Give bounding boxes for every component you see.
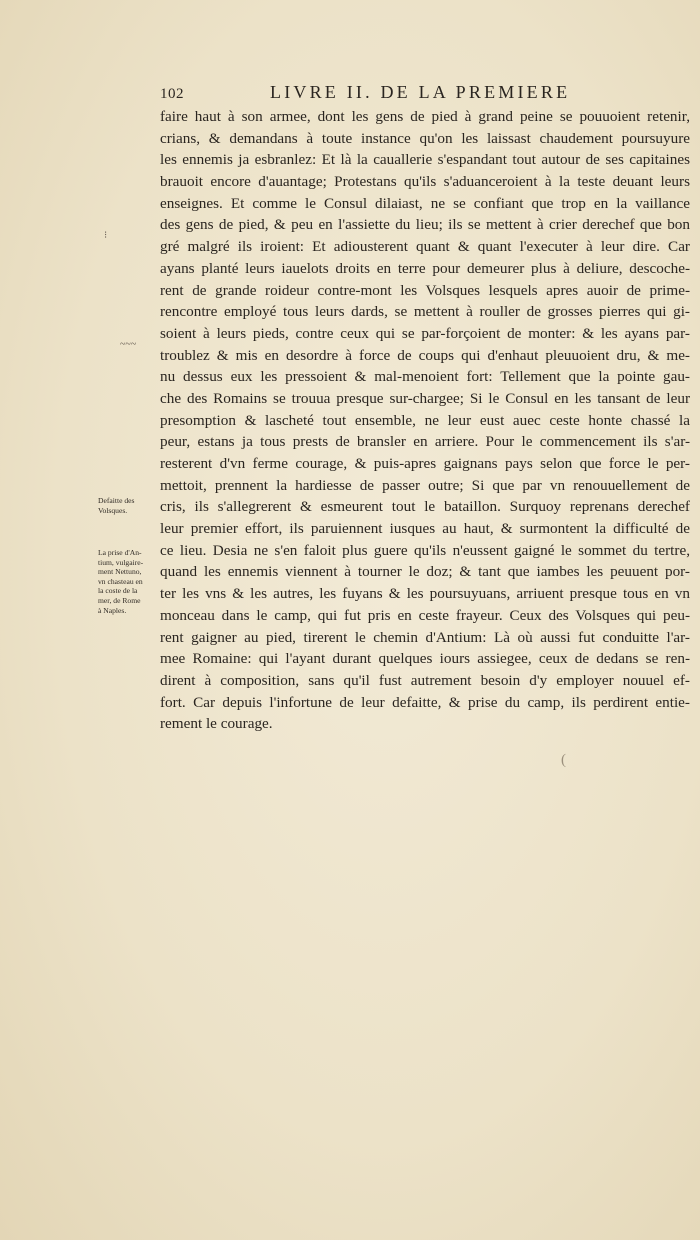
- text-line: cris, ils s'allegrerent & esmeurent tout le bataillon. Surquoy reprenans derechef: [160, 498, 690, 516]
- text-line: soient à leurs pieds, contre ceux qui se par-forçoient de monter: & les ayans par-: [160, 324, 690, 342]
- text-line: rent de grande roideur contre-mont les Volsques lesquels apres auoir de prime-: [160, 281, 690, 299]
- margin-note-line: vn chasteau en: [98, 576, 143, 586]
- text-line: rement le courage.: [160, 715, 273, 733]
- margin-note-line: la coste de la: [98, 586, 138, 596]
- margin-note-line: tium, vulgaire-: [98, 557, 144, 567]
- text-line: enseignes. Et comme le Consul dilaiast, ne se confiant que trop en la vaillance: [160, 194, 690, 212]
- text-line: che des Romains se trouua presque sur-chargee; Si le Consul en les tansant de leur: [160, 389, 690, 407]
- text-line: crians, & demandans à toute instance qu'on les laissast chaudement poursuyure: [160, 129, 690, 147]
- page-number: 102: [160, 86, 184, 102]
- margin-note-antium: [98, 548, 160, 615]
- text-line: quand les ennemis viennent à tourner le doz; & tant que iambes les peuuent por-: [160, 563, 690, 581]
- margin-note-line: à Naples.: [98, 605, 127, 615]
- text-line: brauoit encore d'auantage; Protestans qu'ils s'aduanceroient à la teste deuant leurs: [160, 173, 690, 191]
- margin-note-line: Volsques.: [98, 505, 128, 515]
- text-line: rencontre employé tous leurs dards, se mettent à rouller de grosses pierres qui gi-: [160, 303, 690, 321]
- text-line: ce lieu. Desia ne s'en faloit plus guere qu'ils n'eussent gaigné le sommet du tertre,: [160, 541, 690, 559]
- margin-note-line: mer, de Rome: [98, 595, 141, 605]
- text-line: des gens de pied, & peu en l'assiette du lieu; ils se mettent à crier derechef que bon: [160, 216, 690, 234]
- text-line: resterent d'vn ferme courage, & puis-apres gaignans pays selon que force le per-: [160, 455, 690, 472]
- text-line: les ennemis ja esbranlez: Et là la cauallerie s'espandant tout autour de ses capitaines: [160, 151, 690, 169]
- body-text: [160, 106, 690, 735]
- page-header: [160, 82, 690, 106]
- text-line: troublez & mis en desordre à force de coups qui d'enhaut pleuuoient dru, & me-: [160, 346, 690, 364]
- text-line: leur premier effort, ils paruiennent iusques au haut, & surmontent la difficulté de: [160, 520, 690, 538]
- text-line: nu dessus eux les pressoient & mal-menoient fort: Tellement que la pointe gau-: [160, 368, 690, 386]
- text-line: mettoit, prennent la hardiesse de passer outre; Si que par vn renouuellement de: [160, 476, 690, 494]
- margin-note-defaitte: [98, 496, 160, 515]
- text-line: ayans planté leurs iauelots droits en terre pour demeurer plus à deliure, descoche-: [160, 259, 690, 277]
- ink-mark: ⁝: [104, 230, 108, 241]
- text-line: dirent à composition, sans qu'il fust autrement besoin d'y employer nouuel ef-: [160, 671, 690, 689]
- text-line: monceau dans le camp, qui fut pris en ceste frayeur. Ceux des Volsques qui peu-: [160, 606, 690, 624]
- text-line: faire haut à son armee, dont les gens de pied à grand peine se pouuoient retenir,: [160, 108, 690, 125]
- text-line: fort. Car depuis l'infortune de leur defaitte, & prise du camp, ils perdirent entie-: [160, 693, 690, 711]
- ink-mark: ~~~: [120, 339, 137, 350]
- ink-mark: (: [561, 752, 566, 768]
- text-line: presomption & lascheté tout ensemble, ne leur eust auec ceste honte chassé la: [160, 411, 690, 429]
- text-line: ter les vns & les autres, les fuyans & les poursuyuans, arriuent presque tous en vn: [160, 585, 690, 603]
- running-head: LIVRE II. DE LA PREMIERE: [270, 82, 571, 102]
- margin-note-line: La prise d'An-: [98, 548, 142, 557]
- margin-note-line: ment Nettuno,: [98, 567, 142, 577]
- text-line: gré malgré ils iroient: Et adiousterent quant & quant l'executer à leur dire. Car: [160, 238, 690, 256]
- text-line: peur, estans ja tous prests de bransler en arriere. Pour le commencement ils s'ar-: [160, 433, 690, 451]
- text-line: mee Romaine: qui l'ayant durant quelques iours assiegee, ceux de dedans se ren-: [160, 650, 690, 668]
- margin-note-line: Defaitte des: [98, 496, 135, 505]
- text-line: rent gaigner au pied, tirerent le chemin d'Antium: Là où aussi fut conduitte l'ar-: [160, 628, 690, 646]
